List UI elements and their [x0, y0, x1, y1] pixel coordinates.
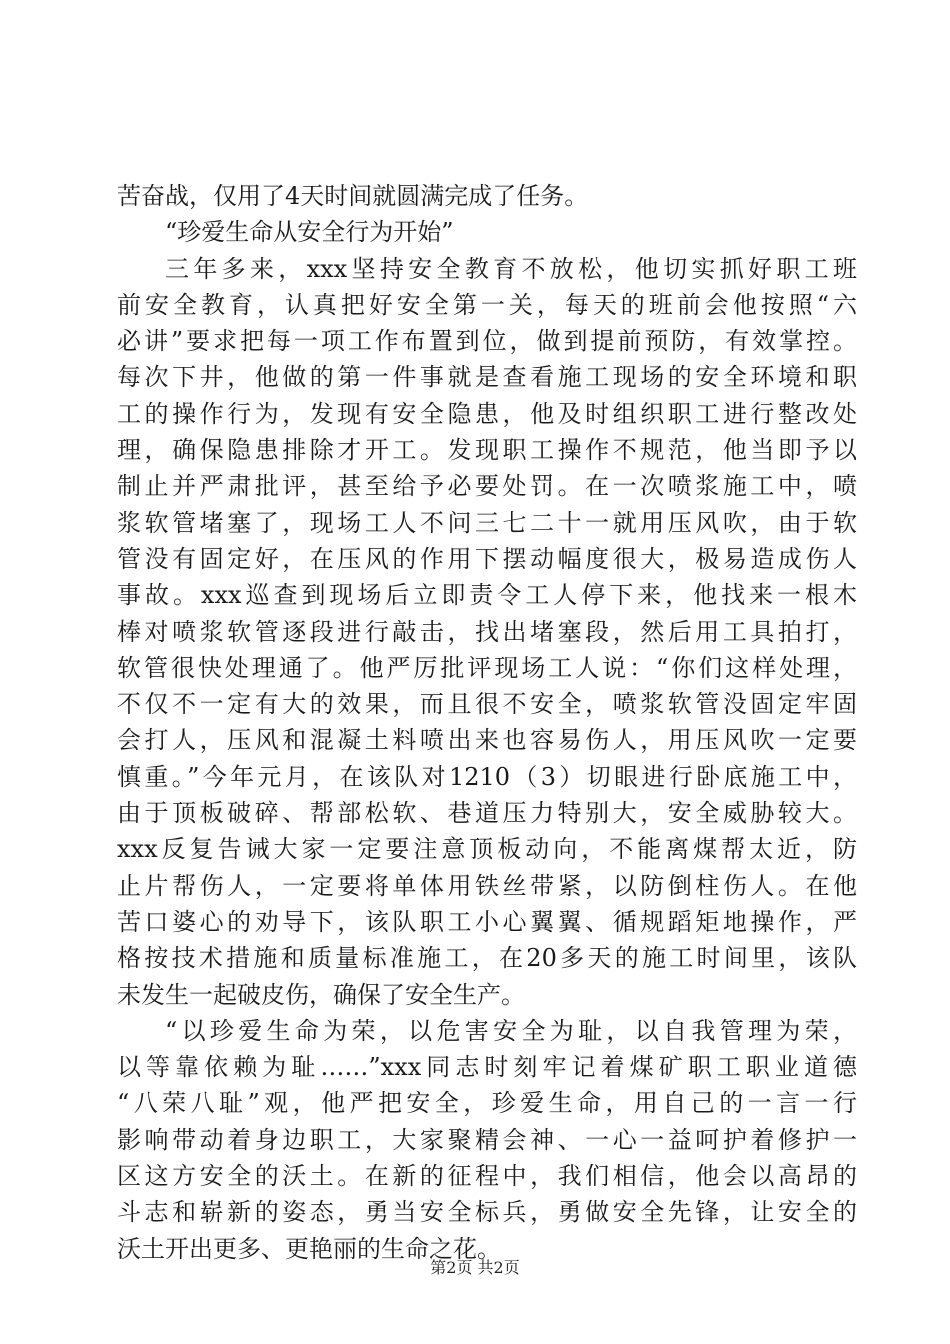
text-line: 未发生一起破皮伤，确保了安全生产。	[117, 980, 525, 1009]
text-line: 事故。xxx巡查到现场后立即责令工人停下来，他找来一根木	[117, 581, 857, 610]
text-line: 由于顶板破碎、帮部松软、巷道压力特别大，安全威胁较大。	[117, 799, 857, 828]
document-body	[117, 178, 857, 1267]
text-line: 浆软管堵塞了，现场工人不问三七二十一就用压风吹，由于软	[117, 508, 857, 537]
text-line: 软管很快处理通了。他严厉批评现场工人说：“你们这样处理，	[117, 653, 857, 682]
text-line: 斗志和崭新的姿态，勇当安全标兵，勇做安全先锋，让安全的	[117, 1198, 857, 1227]
text-line: 每次下井，他做的第一件事就是查看施工现场的安全环境和职	[117, 363, 857, 392]
text-line: 棒对喷浆软管逐段进行敲击，找出堵塞段，然后用工具拍打，	[117, 617, 857, 646]
text-line: 管没有固定好，在压风的作用下摆动幅度很大，极易造成伤人	[117, 544, 857, 573]
text-line: 前安全教育，认真把好安全第一关，每天的班前会他按照“六	[117, 290, 857, 319]
text-line: 慎重。”今年元月，在该队对1210（3）切眼进行卧底施工中，	[117, 762, 857, 791]
text-line: 不仅不一定有大的效果，而且很不安全，喷浆软管没固定牢固	[117, 690, 857, 719]
text-line: 苦奋战，仅用了4天时间就圆满完成了任务。	[117, 182, 589, 210]
text-line: 必讲”要求把每一项工作布置到位，做到提前预防，有效掌控。	[117, 327, 857, 356]
text-line: 区这方安全的沃土。在新的征程中，我们相信，他会以高昂的	[117, 1162, 857, 1191]
text-line: 影响带动着身边职工，大家聚精会神、一心一益呵护着修护一	[117, 1125, 857, 1154]
text-line: 理，确保隐患排除才开工。发现职工操作不规范，他当即予以	[117, 436, 857, 465]
text-line: “珍爱生命从安全行为开始”	[165, 218, 454, 247]
text-line: xxx反复告诫大家一定要注意顶板动向，不能离煤帮太近，防	[117, 835, 857, 864]
text-line: 工的操作行为，发现有安全隐患，他及时组织职工进行整改处	[117, 399, 857, 428]
text-line: 沃土开出更多、更艳丽的生命之花。	[117, 1234, 501, 1263]
page-footer: 第2页 共2页	[430, 1258, 520, 1277]
text-line: 格按技术措施和质量标准施工，在20多天的施工时间里，该队	[117, 944, 857, 973]
text-line: 会打人，压风和混凝土料喷出来也容易伤人，用压风吹一定要	[117, 726, 857, 755]
text-line: 三年多来，xxx坚持安全教育不放松，他切实抓好职工班	[165, 254, 857, 283]
text-line: “以珍爱生命为荣，以危害安全为耻，以自我管理为荣，	[165, 1016, 857, 1045]
text-line: 止片帮伤人，一定要将单体用铁丝带紧，以防倒柱伤人。在他	[117, 871, 857, 900]
text-line: 苦口婆心的劝导下，该队职工小心翼翼、循规蹈矩地操作，严	[117, 907, 857, 936]
text-line: “八荣八耻”观，他严把安全，珍爱生命，用自己的一言一行	[117, 1089, 857, 1118]
text-line: 以等靠依赖为耻……”xxx同志时刻牢记着煤矿职工职业道德	[117, 1053, 857, 1082]
text-line: 制止并严肃批评，甚至给予必要处罚。在一次喷浆施工中，喷	[117, 472, 857, 501]
